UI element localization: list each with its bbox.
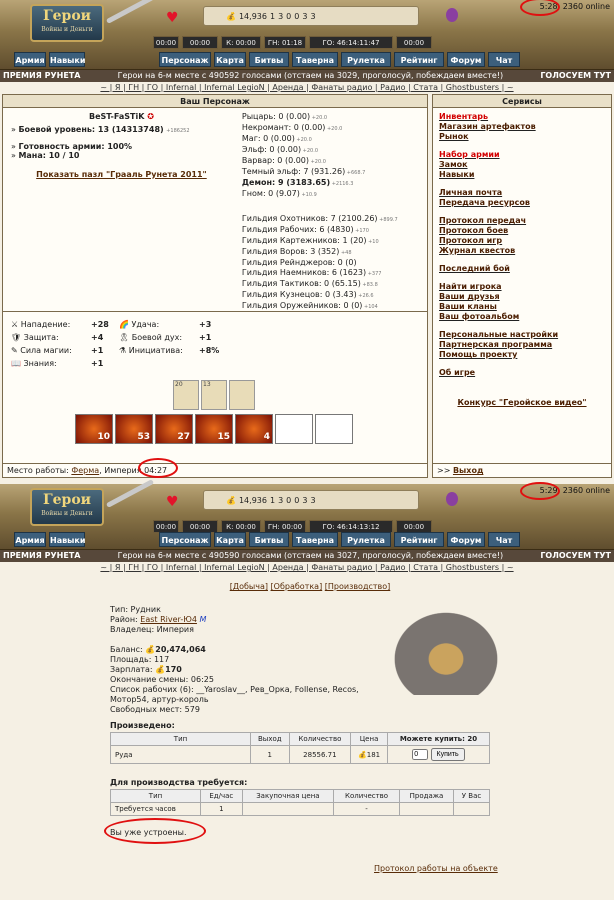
mana-potion-icon <box>446 492 458 506</box>
creature-count: 53 <box>137 432 150 442</box>
timer-strip <box>153 36 439 49</box>
guild-row-gain: +26.6 <box>356 293 374 299</box>
timer: 00:00 <box>396 36 432 49</box>
faction-row <box>242 112 425 123</box>
logo-title: Герои <box>42 492 92 508</box>
guild-row-gain: +104 <box>362 304 378 310</box>
quantity-input[interactable] <box>412 749 428 760</box>
crystal-amount: 3 <box>302 495 308 505</box>
service-group <box>439 188 605 208</box>
creature-count: 15 <box>217 432 230 442</box>
nav-roulette[interactable]: Рулетка <box>341 52 391 67</box>
service-group <box>439 264 605 274</box>
service-group <box>439 282 605 322</box>
nav-chat[interactable]: Чат <box>488 532 520 547</box>
service-link[interactable]: Навыки <box>439 170 475 179</box>
service-group <box>439 216 605 256</box>
service-link[interactable]: Набор армии <box>439 150 500 159</box>
mine-district <box>110 615 380 625</box>
stat-value <box>199 357 227 370</box>
nav-map[interactable]: Карта <box>214 52 246 67</box>
stat-label: Удача: <box>131 320 160 329</box>
mine-tabs <box>110 582 510 591</box>
vote-link[interactable]: ГОЛОСУЕМ ТУТ <box>540 71 611 80</box>
contest-link[interactable]: Конкурс "Геройское видео" <box>457 398 587 407</box>
service-link[interactable]: Магазин артефактов <box>439 122 536 131</box>
mine-page <box>0 574 614 894</box>
stat-row <box>11 344 227 357</box>
workplace-time: 04:27 <box>144 466 168 475</box>
product-type: Руда <box>111 746 251 764</box>
attack-icon: ⚔ <box>11 320 21 329</box>
item-durability: 20 <box>175 381 183 388</box>
guild-row-text: Гильдия Наемников: 6 (1623) <box>241 268 367 277</box>
guild-row-gain: +170 <box>353 228 369 234</box>
gems-amount: 3 <box>310 11 316 21</box>
promo-text[interactable]: Герои на 6-м месте с 490592 голосами (отстаем на 3029, проголосуй, побеждаем вместе!) <box>117 71 504 80</box>
guild-row-gain: +48 <box>339 250 352 256</box>
service-link[interactable]: Об игре <box>439 368 476 377</box>
puzzle-link[interactable]: Показать пазл "Грааль Рунета 2011" <box>36 170 207 179</box>
timer-k: К: 00:00 <box>221 520 261 533</box>
req-col-buy-price: Закупочная цена <box>242 790 334 803</box>
character-left <box>3 108 240 311</box>
sulfur-amount: 0 <box>294 11 300 21</box>
gems-amount: 3 <box>310 495 316 505</box>
service-link[interactable]: Персональные настройки <box>439 330 559 339</box>
second-header <box>0 484 614 550</box>
faction-row <box>242 123 425 134</box>
red-circle-annotation <box>104 818 206 844</box>
req-col-yours: У Вас <box>454 790 490 803</box>
nav-battles[interactable]: Битвы <box>249 532 289 547</box>
col-can-buy: Можете купить: 20 <box>387 733 489 746</box>
district-label: Район: <box>110 615 138 624</box>
wood-amount: 1 <box>269 11 276 21</box>
faction-row-gain: +20.0 <box>294 137 312 143</box>
mine-image <box>386 605 506 695</box>
luck-icon: 🌈 <box>119 320 132 329</box>
mana-line: » Мана: 10 / 10 <box>11 151 80 160</box>
req-col-rate: Ед/час <box>201 790 243 803</box>
red-circle-annotation <box>520 482 560 500</box>
district-link[interactable]: East River-Ю4 <box>140 615 197 624</box>
req-col-sale: Продажа <box>399 790 453 803</box>
guild-row-text: Гильдия Рабочих: 6 (4830) <box>241 225 354 234</box>
guild-row-text: Гильдия Картежников: 1 (20) <box>241 236 367 245</box>
service-link[interactable]: Протокол боев <box>439 226 509 235</box>
guild-row <box>242 301 425 312</box>
quick-links[interactable]: ~ | Я | ГН | ГО | Infernal | Infernal LegioN | Аренда | Фанаты радио | Радио | Стата | Ghostbusters | ~ <box>100 83 514 92</box>
stat-label: Инициатива: <box>128 346 183 355</box>
faction-row-text: Варвар: 0 (0.00) <box>241 156 309 165</box>
gold-amount: 14,936 <box>238 495 267 505</box>
vote-link[interactable]: ГОЛОСУЕМ ТУТ <box>540 551 611 560</box>
faction-row <box>242 167 425 178</box>
guild-row <box>242 236 425 247</box>
buy-button[interactable]: Купить <box>431 748 465 761</box>
produced-title: Произведено: <box>110 721 175 730</box>
tab-extraction[interactable]: [Добыча] <box>229 582 268 591</box>
guild-row <box>242 258 425 268</box>
guild-row <box>242 247 425 258</box>
nav-tavern[interactable]: Таверна <box>292 532 338 547</box>
mine-area: Площадь: 117 <box>110 655 170 664</box>
guild-row-gain: +10 <box>366 239 379 245</box>
service-link[interactable]: Помощь проекту <box>439 350 518 359</box>
salary-label: Зарплата: <box>110 665 153 674</box>
timer: 00:00 <box>182 36 218 49</box>
service-link[interactable]: Ваши друзья <box>439 292 500 301</box>
exit-bar: >> Выход <box>433 463 611 477</box>
nav-army[interactable]: Армия <box>14 532 46 547</box>
stat-value: +1 <box>91 346 104 355</box>
requirements-table <box>110 789 490 816</box>
gold-icon: 💰 <box>155 665 166 674</box>
faction-row-text: Эльф: 0 (0.00) <box>241 145 302 154</box>
service-link[interactable]: Передача ресурсов <box>439 198 530 207</box>
sword-decoration <box>106 479 154 508</box>
nav-forum[interactable]: Форум <box>447 532 485 547</box>
exit-link[interactable]: Выход <box>452 466 484 475</box>
nav-army[interactable]: Армия <box>14 52 46 67</box>
stat-label: Нападение: <box>20 320 71 329</box>
timer-gn: ГН: 01:18 <box>264 36 306 49</box>
timer: 00:00 <box>153 36 179 49</box>
service-link[interactable]: Рынок <box>439 132 469 141</box>
initiative-icon: ⚗ <box>119 346 129 355</box>
nav-roulette[interactable]: Рулетка <box>341 532 391 547</box>
gold-icon: 💰 <box>226 11 236 21</box>
col-price: Цена <box>351 733 388 746</box>
service-link[interactable]: Последний бой <box>439 264 510 273</box>
readiness-text: Готовность армии: 100% <box>18 142 133 151</box>
stat-label: Знания: <box>23 359 57 368</box>
logo-subtitle: Войны и Деньги <box>41 26 93 33</box>
nav-character[interactable]: Персонаж <box>159 532 211 547</box>
level-text: Боевой уровень: 13 (14313748) <box>18 125 164 134</box>
faction-row-text: Некромант: 0 (0.00) <box>241 123 326 132</box>
col-output: Выход <box>251 733 290 746</box>
gold-icon: 💰 <box>145 645 156 654</box>
sulfur-amount: 0 <box>294 495 300 505</box>
guild-row-gain: +377 <box>366 271 382 277</box>
service-link[interactable]: Найти игрока <box>439 282 502 291</box>
faction-list <box>240 108 427 311</box>
promo-text[interactable]: Герои на 6-м месте с 490590 голосами (отстаем на 3027, проголосуй, побеждаем вместе!) <box>117 551 504 560</box>
mine-owner: Владелец: Империя <box>110 625 194 634</box>
promo-title: ПРЕМИЯ РУНЕТА <box>3 71 81 80</box>
sword-item-icon[interactable] <box>201 380 227 410</box>
req-type: Требуется часов <box>111 803 201 816</box>
services-panel <box>432 94 612 478</box>
main-nav <box>0 532 614 547</box>
faction-row-text: Рыцарь: 0 (0.00) <box>241 112 311 121</box>
main-nav <box>0 52 614 67</box>
army-slots <box>11 414 419 444</box>
creature-slot[interactable] <box>195 414 233 444</box>
ring-item-icon[interactable] <box>173 380 199 410</box>
character-page <box>2 94 612 484</box>
guild-row-text: Гильдия Рейнджеров: 0 (0) <box>241 258 357 267</box>
logo-subtitle: Войны и Деньги <box>41 510 93 517</box>
defense-icon: 🛡 <box>11 333 24 342</box>
map-icon[interactable]: M <box>199 615 207 624</box>
guild-row-gain: +899.7 <box>377 217 398 223</box>
timer: 00:00 <box>396 520 432 533</box>
battle-level: » Боевой уровень: 13 (14313748) +186252 <box>11 125 190 134</box>
service-link[interactable]: Журнал квестов <box>439 246 516 255</box>
creature-slot[interactable] <box>235 414 273 444</box>
guild-row <box>242 268 425 279</box>
spellpower-icon: ✎ <box>11 346 21 355</box>
guild-row <box>242 279 425 290</box>
nav-character[interactable]: Персонаж <box>159 52 211 67</box>
morale-icon: 🎗 <box>119 333 132 342</box>
mine-balance <box>110 645 380 655</box>
faction-row-gain: +10.9 <box>299 192 317 198</box>
faction-row-text: Демон: 9 (3183.65) <box>241 178 331 187</box>
stat-value: +1 <box>91 359 104 368</box>
mine-details <box>110 605 380 715</box>
creature-count: 10 <box>97 432 110 442</box>
timer-go: ГО: 46:14:11:47 <box>309 36 393 49</box>
creature-slot[interactable] <box>155 414 193 444</box>
timer: 00:00 <box>182 520 218 533</box>
mine-salary <box>110 665 380 675</box>
creature-slot[interactable] <box>115 414 153 444</box>
faction-row <box>242 189 425 200</box>
col-quantity: Количество <box>289 733 351 746</box>
guild-row <box>242 225 425 236</box>
balance-value: 20,474,064 <box>155 645 206 654</box>
product-output: 1 <box>251 746 290 764</box>
nav-rating[interactable]: Рейтинг <box>394 532 444 547</box>
guild-row <box>242 214 425 225</box>
service-link[interactable]: Замок <box>439 160 468 169</box>
character-name-text: BeST-FaSTiK <box>88 112 145 121</box>
promo-bar <box>0 550 614 562</box>
gold-amount: 14,936 <box>238 11 267 21</box>
online-counter: 5:28, 2360 online <box>539 2 610 11</box>
promo-title: ПРЕМИЯ РУНЕТА <box>3 551 81 560</box>
service-link[interactable]: Инвентарь <box>439 112 489 121</box>
workplace-link[interactable]: Ферма <box>71 466 100 475</box>
nav-forum[interactable]: Форум <box>447 52 485 67</box>
empty-slot[interactable] <box>315 414 353 444</box>
resource-bar <box>203 6 419 26</box>
faction-row-text: Темный эльф: 7 (931.26) <box>241 167 346 176</box>
workplace-label: Место работы: <box>7 466 69 475</box>
faction-row-text: Гном: 0 (9.07) <box>241 189 300 198</box>
tab-processing[interactable]: [Обработка] <box>270 582 323 591</box>
shift-end: Окончание смены: 06:25 <box>110 675 214 684</box>
service-link[interactable]: Ваш фотоальбом <box>439 312 520 321</box>
stat-label: Сила магии: <box>20 346 72 355</box>
service-group <box>439 112 605 142</box>
service-link[interactable]: Протокол игр <box>439 236 503 245</box>
stat-value: +28 <box>91 320 109 329</box>
timer-gn: ГН: 00:00 <box>264 520 306 533</box>
ore-amount: 3 <box>278 11 284 21</box>
workers-list[interactable]: Список рабочих (6): __Yaroslav__, Рев_Орка, Follense, Recos, Мотор54, артур-король <box>110 685 359 704</box>
stat-row <box>11 331 227 344</box>
nav-tavern[interactable]: Таверна <box>292 52 338 67</box>
item-durability: 13 <box>203 381 211 388</box>
guild-row-text: Гильдия Тактиков: 0 (65.15) <box>241 279 361 288</box>
army-ready: » Готовность армии: 100% <box>11 142 133 151</box>
nav-battles[interactable]: Битвы <box>249 52 289 67</box>
nav-skills[interactable]: Навыки <box>49 532 85 547</box>
faction-row-gain: +20.0 <box>325 126 343 132</box>
product-quantity: 28556.71 <box>289 746 351 764</box>
free-slots: Свободных мест: 579 <box>110 705 200 714</box>
service-link[interactable]: Протокол передач <box>439 216 527 225</box>
service-group <box>439 368 605 378</box>
faction-row-gain: +2116.3 <box>330 181 354 187</box>
services-list <box>433 108 611 390</box>
crystal-amount: 3 <box>302 11 308 21</box>
service-link[interactable]: Личная почта <box>439 188 503 197</box>
mana-text: Мана: 10 / 10 <box>18 151 80 160</box>
creature-slot[interactable] <box>75 414 113 444</box>
wood-amount: 1 <box>269 495 276 505</box>
mine-info <box>110 605 614 715</box>
product-price <box>351 746 388 764</box>
tab-production[interactable]: [Производство] <box>324 582 391 591</box>
col-type: Тип <box>111 733 251 746</box>
health-heart-icon[interactable]: ♥ <box>166 10 179 26</box>
guild-row-text: Гильдия Кузнецов: 0 (3.43) <box>241 290 357 299</box>
stat-value: +3 <box>199 320 212 329</box>
guild-row-text: Гильдия Воров: 3 (352) <box>241 247 340 256</box>
gold-icon: 💰 <box>358 750 367 759</box>
stat-row <box>11 318 227 331</box>
production-table <box>110 732 490 764</box>
contest-wrap <box>433 398 611 407</box>
empty-slot[interactable] <box>275 414 313 444</box>
quick-links[interactable]: ~ | Я | ГН | ГО | Infernal | Infernal LegioN | Аренда | Фанаты радио | Радио | Стата | Ghostbusters | ~ <box>100 563 514 572</box>
knowledge-icon: 📖 <box>11 359 24 368</box>
faction-row <box>242 134 425 145</box>
services-title: Сервисы <box>433 95 611 108</box>
stat-value: +1 <box>199 333 212 342</box>
mine-type: Тип: Рудник <box>110 605 161 614</box>
req-col-quantity: Количество <box>334 790 400 803</box>
balance-label: Баланс: <box>110 645 143 654</box>
guild-row-text: Гильдия Охотников: 7 (2100.26) <box>241 214 378 223</box>
service-group <box>439 330 605 360</box>
stats-table <box>11 318 227 370</box>
faction-row-text: Маг: 0 (0.00) <box>241 134 295 143</box>
timer: 00:00 <box>153 520 179 533</box>
ore-amount: 3 <box>278 495 284 505</box>
buy-cell <box>387 746 489 764</box>
guild-row-text: Гильдия Оружейников: 0 (0) <box>241 301 363 310</box>
faction-row-gain: +668.7 <box>345 170 366 176</box>
character-panel-title: Ваш Персонаж <box>3 95 427 108</box>
stat-value: +8% <box>199 346 220 355</box>
faction-row <box>242 178 425 189</box>
nav-skills[interactable]: Навыки <box>49 52 85 67</box>
red-circle-annotation <box>138 458 178 478</box>
creature-count: 27 <box>177 432 190 442</box>
stat-value: +4 <box>91 333 104 342</box>
price-value: 181 <box>366 750 381 759</box>
req-sale <box>399 803 453 816</box>
nav-chat[interactable]: Чат <box>488 52 520 67</box>
logo-title: Герои <box>42 8 92 24</box>
req-col-type: Тип <box>111 790 201 803</box>
creature-count: 4 <box>263 432 270 442</box>
stat-label: Боевой дух: <box>131 333 183 342</box>
puzzle-link-wrap <box>11 170 232 179</box>
service-group <box>439 150 605 180</box>
req-yours <box>454 803 490 816</box>
req-quantity: - <box>334 803 400 816</box>
stat-label: Защита: <box>23 333 59 342</box>
work-protocol-link[interactable]: Протокол работы на объекте <box>374 864 498 873</box>
timer-k: К: 00:00 <box>221 36 261 49</box>
req-buy-price <box>242 803 334 816</box>
nav-map[interactable]: Карта <box>214 532 246 547</box>
character-name <box>11 112 232 121</box>
protocol-wrap <box>374 864 498 873</box>
service-link[interactable]: Ваши кланы <box>439 302 497 311</box>
guild-row-gain: +83.8 <box>360 282 378 288</box>
promo-bar <box>0 70 614 82</box>
mana-potion-icon <box>446 8 458 22</box>
workplace-empire: , Империя <box>99 466 142 475</box>
service-link[interactable]: Партнерская программа <box>439 340 553 349</box>
guild-row <box>242 290 425 301</box>
faction-row <box>242 156 425 167</box>
game-logo[interactable] <box>30 4 104 42</box>
sword-decoration <box>106 0 154 24</box>
level-gain: +186252 <box>166 128 190 134</box>
salary-value: 170 <box>165 665 182 674</box>
timer-go: ГО: 46:14:13:12 <box>309 520 393 533</box>
character-info <box>3 108 427 312</box>
online-counter: 5:29, 2360 online <box>539 486 610 495</box>
req-rate: 1 <box>201 803 243 816</box>
equipment-row <box>11 380 419 412</box>
game-logo[interactable] <box>30 488 104 526</box>
workplace-bar <box>3 463 427 477</box>
faction-row-gain: +20.0 <box>309 159 326 165</box>
faction-row-gain: +20.0 <box>310 115 328 121</box>
stat-row <box>11 357 227 370</box>
health-heart-icon[interactable]: ♥ <box>166 494 179 510</box>
resource-bar <box>203 490 419 510</box>
nav-rating[interactable]: Рейтинг <box>394 52 444 67</box>
faction-row <box>242 145 425 156</box>
employment-status: Вы уже устроены. <box>110 828 187 837</box>
clan-icon: ✪ <box>147 112 154 121</box>
dagger-item-icon[interactable] <box>229 380 255 410</box>
required-title: Для производства требуется: <box>110 778 248 787</box>
gold-icon: 💰 <box>226 495 236 505</box>
character-panel <box>2 94 428 478</box>
faction-row-gain: +20.0 <box>301 148 319 154</box>
mercury-amount: 0 <box>286 11 292 21</box>
mercury-amount: 0 <box>286 495 292 505</box>
stats-section <box>3 312 427 450</box>
